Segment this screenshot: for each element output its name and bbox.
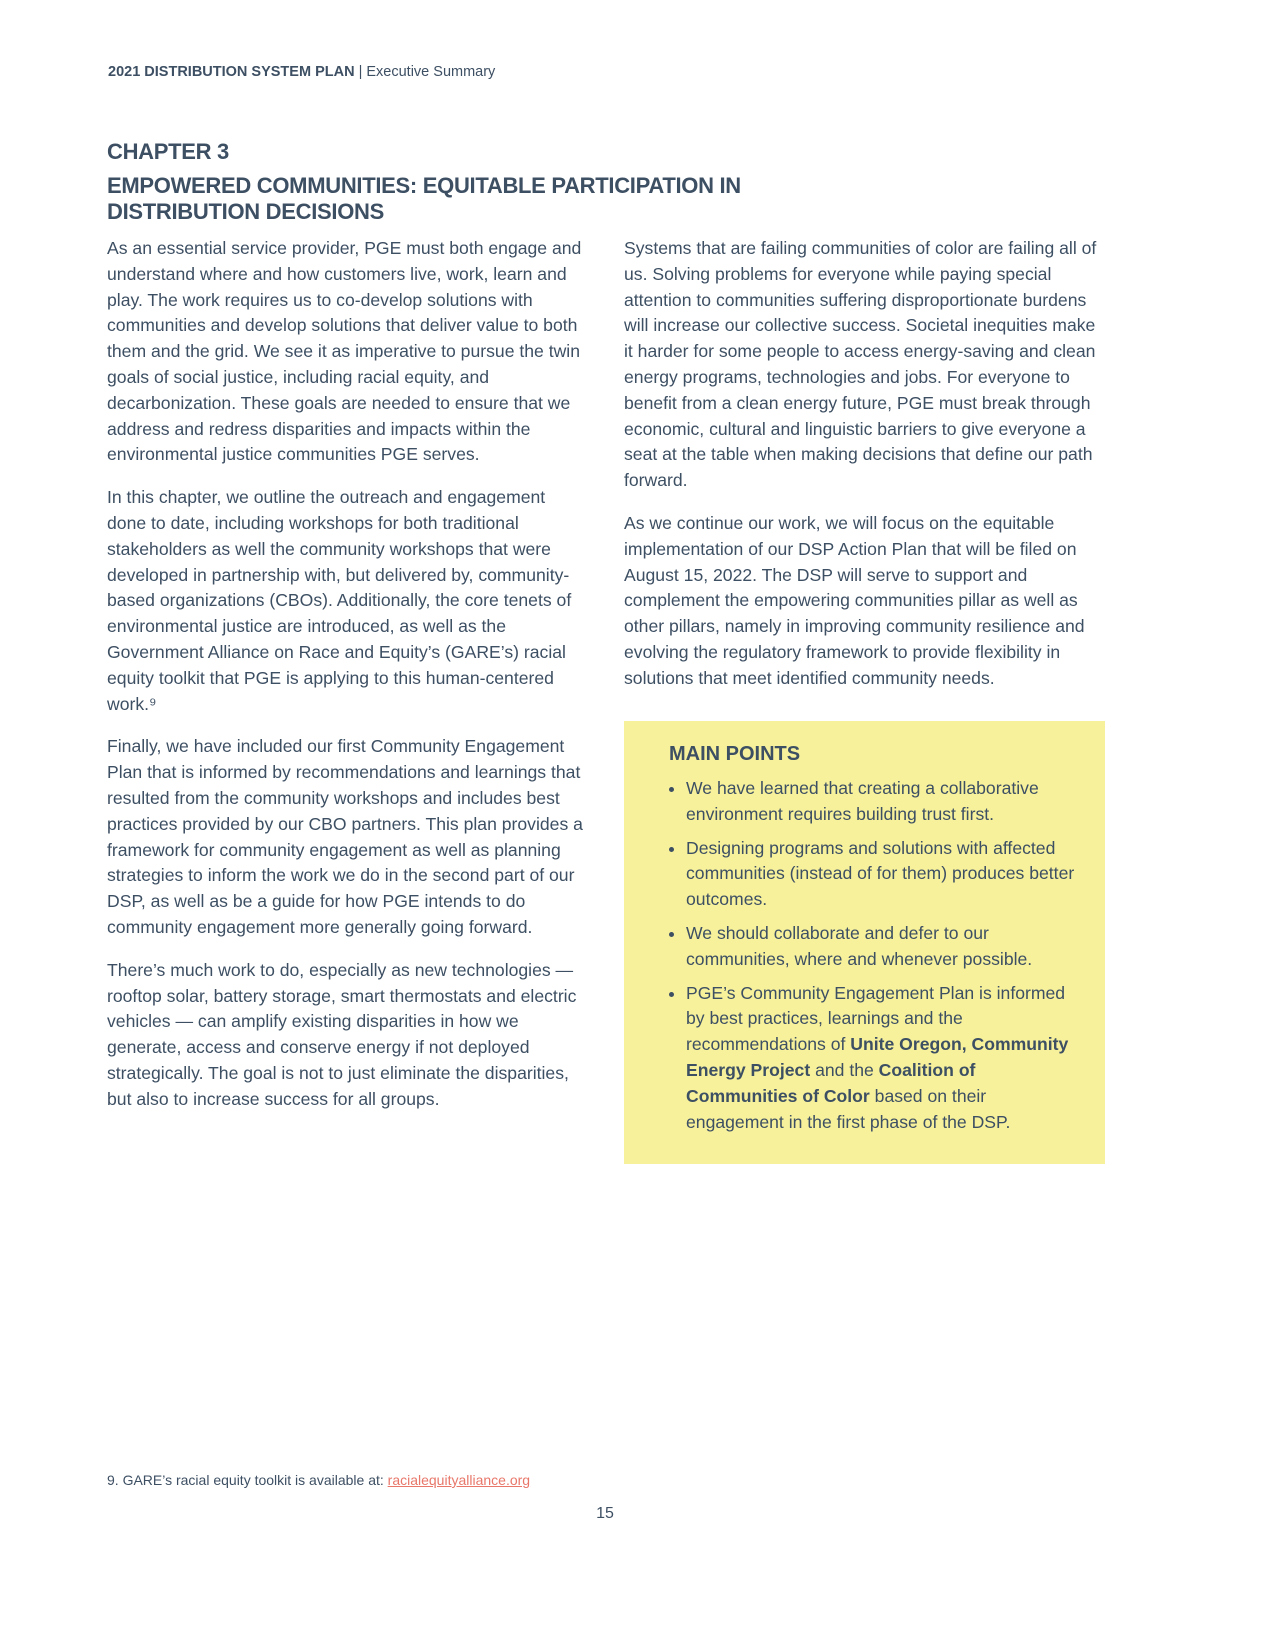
- footnote-text: 9. GARE’s racial equity toolkit is available at:: [107, 1472, 388, 1488]
- left-column: [107, 236, 589, 1130]
- text: and the: [810, 1059, 879, 1080]
- paragraph: There’s much work to do, especially as new technologies — rooftop solar, battery storage, smart thermostats and electric vehicles — can amplify existing disparities in how we generate, access and conserve energy if not deployed strategically. The goal is not to just eliminate the disparities, but also to increase success for all groups.: [107, 959, 577, 1109]
- paragraph: In this chapter, we outline the outreach and engagement done to date, including workshops for both traditional stakeholders as well the community workshops that were developed in partnership with, but delivered by, community-based organizations (CBOs). Additionally, the core tenets of environmental justice are introduced, as well as the Government Alliance on Race and Equity’s (GARE’s) racial equity toolkit that PGE is applying to this human-centered work.⁹: [107, 487, 572, 714]
- list-item: • Designing programs and solutions with affected communities (instead of for them) produces better outcomes.: [686, 836, 1085, 913]
- list-item: • We have learned that creating a collaborative environment requires building trust first.: [686, 776, 1085, 828]
- org-name: Coalition of Communities of Color: [686, 1059, 976, 1106]
- chapter-title: EMPOWERED COMMUNITIES: EQUITABLE PARTICIPATION IN DISTRIBUTION DECISIONS: [107, 173, 741, 224]
- running-header: [108, 64, 495, 80]
- header-separator: |: [354, 64, 367, 80]
- right-column: [624, 236, 1106, 709]
- paragraph: Systems that are failing communities of color are failing all of us. Solving problems for everyone while paying special attention to communities suffering disproportionate burdens will increase our collective success. Societal inequities make it harder for some people to access energy-saving and clean energy programs, technologies and jobs. For everyone to benefit from a clean energy future, PGE must break through economic, cultural and linguistic barriers to give everyone a seat at the table when making decisions that define our path forward.: [624, 238, 1097, 491]
- list-item: • We should collaborate and defer to our communities, where and whenever possible.: [686, 921, 1085, 973]
- document-title: 2021 DISTRIBUTION SYSTEM PLAN: [108, 64, 355, 80]
- text: PGE’s Community Engagement Plan is informed by best practices, learnings and the recommendations of: [686, 982, 1066, 1055]
- list-item: [686, 981, 1085, 1136]
- main-points-heading: MAIN POINTS: [669, 743, 801, 765]
- paragraph: Finally, we have included our first Community Engagement Plan that is informed by recommendations and learnings that resulted from the community workshops and includes best practices provided by our CBO partners. This plan provides a framework for community engagement as well as planning strategies to inform the work we do in the second part of our DSP, as well as be a guide for how PGE intends to do community engagement more generally going forward.: [107, 736, 583, 937]
- main-points-list: [669, 776, 1085, 1135]
- paragraph: As we continue our work, we will focus on the equitable implementation of our DSP Action Plan that will be filed on August 15, 2022. The DSP will serve to support and complement the empowering communities pillar as well as other pillars, namely in improving community resilience and evolving the regulatory framework to provide flexibility in solutions that meet identified community needs.: [624, 512, 1085, 688]
- page-number: 15: [596, 1505, 614, 1522]
- main-points-callout: [624, 721, 1105, 1164]
- paragraph: As an essential service provider, PGE must both engage and understand where and how customers live, work, learn and play. The work requires us to co-develop solutions with communities and develop solutions that deliver value to both them and the grid. We see it as imperative to pursue the twin goals of social justice, including racial equity, and decarbonization. These goals are needed to ensure that we address and redress disparities and impacts within the environmental justice communities PGE serves.: [107, 238, 582, 465]
- chapter-label: CHAPTER 3: [107, 139, 229, 164]
- footnote: [107, 1472, 530, 1488]
- text: based on their engagement in the first phase of the DSP.: [686, 1085, 1011, 1132]
- section-name: Executive Summary: [366, 64, 496, 80]
- footnote-link[interactable]: racialequityalliance.org: [387, 1472, 531, 1488]
- org-name: Unite Oregon, Community Energy Project: [686, 1034, 1069, 1080]
